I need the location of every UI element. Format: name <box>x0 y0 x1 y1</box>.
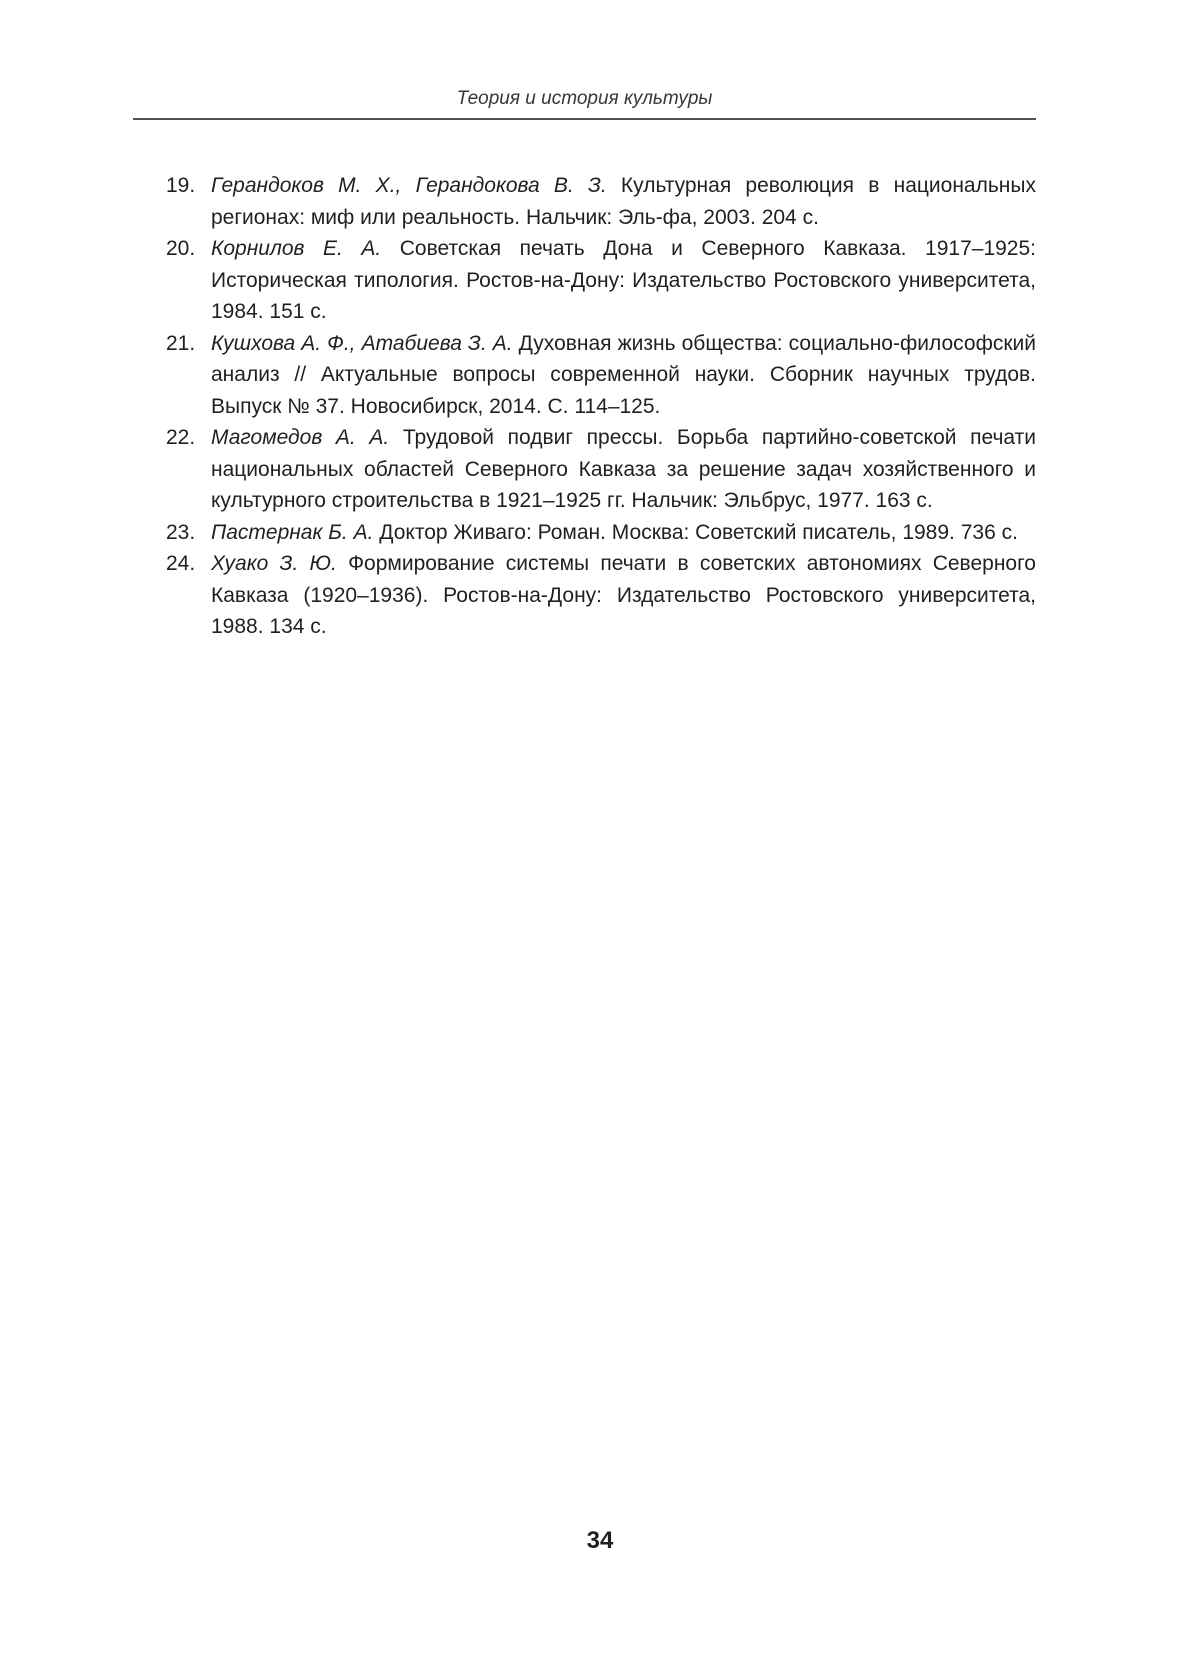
reference-item-20 <box>166 233 1036 328</box>
reference-item-19 <box>166 170 1036 233</box>
reference-number: 24. <box>166 552 196 575</box>
reference-text: Культурная революция в национальных регионах: миф или реальность. Нальчик: Эль-фа, 2003. 204 с. <box>211 174 1036 229</box>
reference-item-24 <box>166 548 1036 643</box>
reference-item-23 <box>166 517 1036 549</box>
reference-number: 19. <box>166 174 196 197</box>
running-header: Теория и история культуры <box>456 88 713 109</box>
reference-authors: Герандоков М. Х., Герандокова В. З. <box>211 174 607 197</box>
reference-authors: Хуако З. Ю. <box>211 552 337 575</box>
reference-number: 23. <box>166 520 196 544</box>
reference-authors: Кушхова А. Ф., Атабиева З. А. <box>211 331 513 355</box>
reference-text: Формирование системы печати в советских автономиях Северного Кавказа (1920–1936). Ростов-на-Дону: Издательство Ростовского университета, 1988. 134 с. <box>211 552 1036 638</box>
reference-number: 21. <box>166 331 196 355</box>
reference-text: Духовная жизнь общества: социально-философский анализ // Актуальные вопросы современной науки. Сборник научных трудов. Выпуск № 37. Новосибирск, 2014. С. 114–125. <box>211 331 1036 418</box>
reference-number: 22. <box>166 426 196 449</box>
header-rule <box>133 118 1036 120</box>
reference-text: Советская печать Дона и Северного Кавказа. 1917–1925: Историческая типология. Ростов-на-Дону: Издательство Ростовского университета, 1984. 151 с. <box>211 237 1036 323</box>
reference-list <box>166 170 1036 643</box>
reference-authors: Корнилов Е. А. <box>211 237 382 260</box>
reference-number: 20. <box>166 237 196 260</box>
reference-authors: Магомедов А. А. <box>211 426 390 449</box>
reference-text: Доктор Живаго: Роман. Москва: Советский писатель, 1989. 736 с. <box>373 520 1018 544</box>
reference-item-22 <box>166 422 1036 517</box>
reference-item-21 <box>166 328 1036 423</box>
reference-text: Трудовой подвиг прессы. Борьба партийно-советской печати национальных областей Северного Кавказа за решение задач хозяйственного и культурного строительства в 1921–1925 гг. Нальчик: Эльбрус, 1977. 163 с. <box>211 426 1036 512</box>
page-number: 34 <box>586 1527 614 1554</box>
reference-authors: Пастернак Б. А. <box>211 520 374 544</box>
